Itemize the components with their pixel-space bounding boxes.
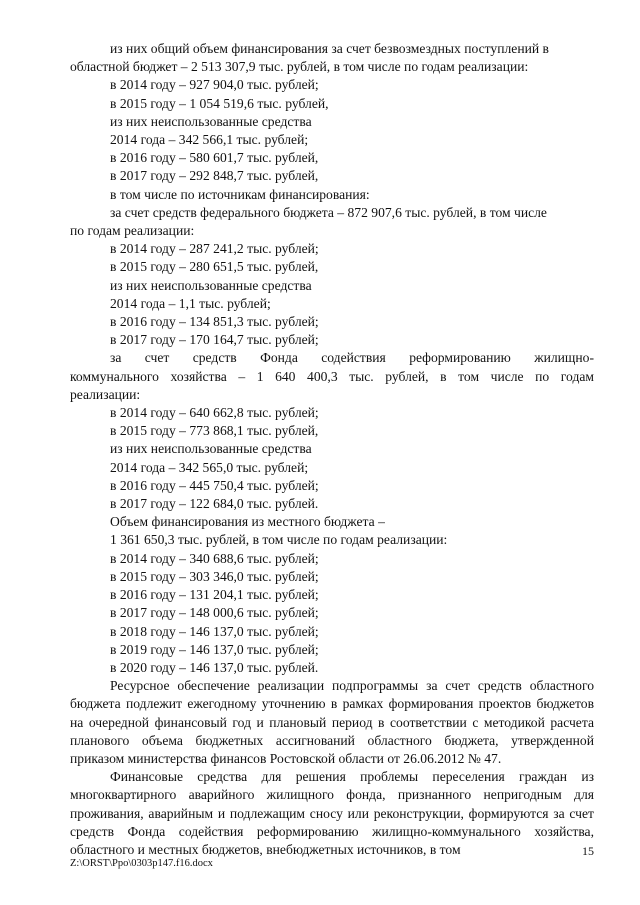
text-line: 2014 года – 1,1 тыс. рублей; bbox=[110, 295, 271, 311]
text-line: в 2018 году – 146 137,0 тыс. рублей; bbox=[110, 623, 319, 639]
text-line: в 2017 году – 122 684,0 тыс. рублей. bbox=[110, 496, 319, 512]
text-line: в 2016 году – 445 750,4 тыс. рублей; bbox=[110, 477, 319, 493]
text-line: за счет средств Фонда содействия реформированию жилищно- bbox=[110, 350, 594, 366]
paragraph-resource: Ресурсное обеспечение реализации подпрограммы за счет средств областного бюджета подлежит ежегодному уточнению в рамках формирования проектов бюджетов на очередной финансовый год и плановый период в соответствии с методикой расчета планового объема бюджетных ассигнований областного бюджета, утвержденной приказом министерства финансов Ростовской области от 26.06.2012 № 47. bbox=[70, 678, 594, 766]
text-line: в 2015 году – 303 346,0 тыс. рублей; bbox=[110, 568, 319, 584]
text-line: в 2014 году – 287 241,2 тыс. рублей; bbox=[110, 241, 319, 257]
text-line: в 2016 году – 580 601,7 тыс. рублей, bbox=[110, 150, 319, 166]
text-line: 2014 года – 342 566,1 тыс. рублей; bbox=[110, 132, 309, 148]
text-line: областной бюджет – 2 513 307,9 тыс. рублей, в том числе по годам реализации: bbox=[70, 59, 529, 75]
text-line: из них неиспользованные средства bbox=[110, 277, 312, 293]
text-line: в 2014 году – 927 904,0 тыс. рублей; bbox=[110, 77, 319, 93]
document-body bbox=[70, 40, 594, 859]
text-line: в 2015 году – 280 651,5 тыс. рублей, bbox=[110, 259, 319, 275]
text-line: в том числе по источникам финансирования: bbox=[110, 186, 370, 202]
text-line: в 2017 году – 148 000,6 тыс. рублей; bbox=[110, 605, 319, 621]
text-line: в 2016 году – 131 204,1 тыс. рублей; bbox=[110, 587, 319, 603]
text-line: в 2019 году – 146 137,0 тыс. рублей; bbox=[110, 641, 319, 657]
text-line: в 2017 году – 170 164,7 тыс. рублей; bbox=[110, 332, 319, 348]
text-line: из них общий объем финансирования за счет безвозмездных поступлений в bbox=[110, 41, 549, 56]
text-line: 1 361 650,3 тыс. рублей, в том числе по годам реализации: bbox=[110, 532, 448, 548]
text-line: в 2014 году – 340 688,6 тыс. рублей; bbox=[110, 550, 319, 566]
text-line: за счет средств федерального бюджета – 872 907,6 тыс. рублей, в том числе bbox=[110, 204, 547, 220]
paragraph-finance: Финансовые средства для решения проблемы переселения граждан из многоквартирного аварийного жилищного фонда, признанного непригодным для проживания, аварийным и подлежащим сносу или реконструкции, формируются за счет средств Фонда содействия реформированию жилищно-коммунального хозяйства, областного и местных бюджетов, внебюджетных источников, в том bbox=[70, 769, 594, 857]
page-number: 15 bbox=[582, 844, 594, 858]
text-line: в 2016 году – 134 851,3 тыс. рублей; bbox=[110, 314, 319, 330]
text-line: в 2015 году – 1 054 519,6 тыс. рублей, bbox=[110, 95, 329, 111]
footer-file-path: Z:\ORST\Ppo\0303p147.f16.docx bbox=[70, 858, 213, 869]
text-line: в 2015 году – 773 868,1 тыс. рублей, bbox=[110, 423, 319, 439]
text-line: 2014 года – 342 565,0 тыс. рублей; bbox=[110, 459, 309, 475]
text-line: реализации: bbox=[70, 386, 141, 402]
text-line: в 2014 году – 640 662,8 тыс. рублей; bbox=[110, 405, 319, 421]
text-line: в 2020 году – 146 137,0 тыс. рублей. bbox=[110, 659, 319, 675]
text-line: из них неиспользованные средства bbox=[110, 441, 312, 457]
text-line: коммунального хозяйства – 1 640 400,3 тыс. рублей, в том числе по годам bbox=[70, 368, 594, 384]
text-line: в 2017 году – 292 848,7 тыс. рублей, bbox=[110, 168, 319, 184]
text-line: из них неиспользованные средства bbox=[110, 113, 312, 129]
text-line: Объем финансирования из местного бюджета – bbox=[110, 514, 385, 530]
text-line: по годам реализации: bbox=[70, 223, 195, 239]
